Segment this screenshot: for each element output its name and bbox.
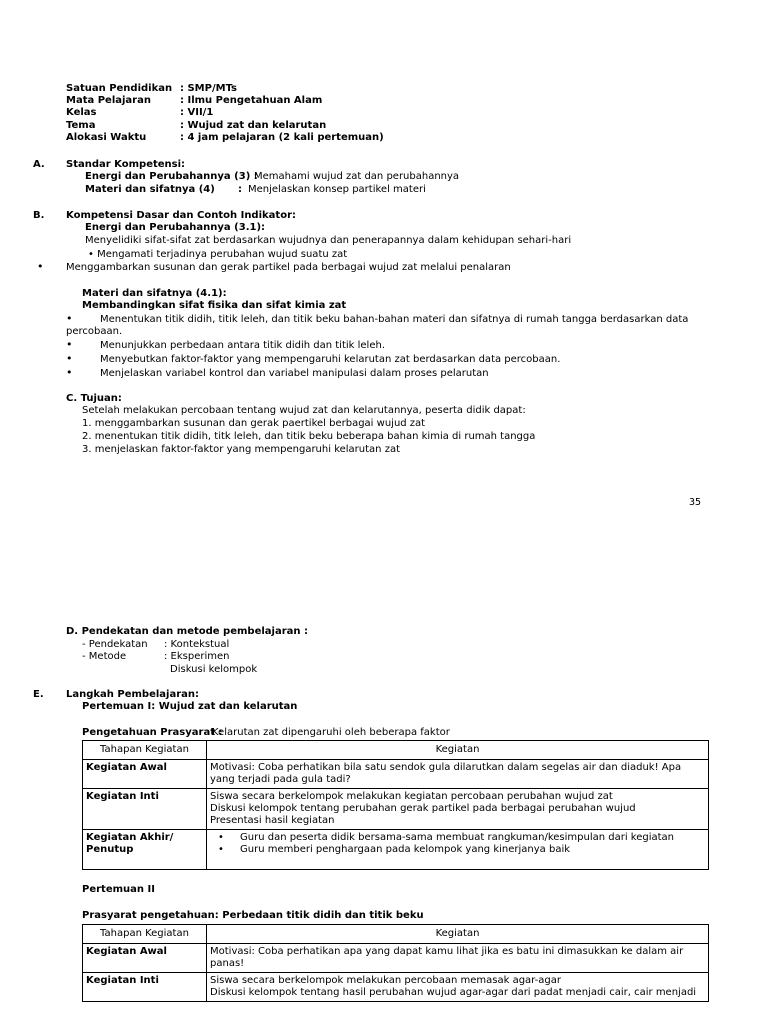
bullet-icon: • xyxy=(218,844,224,855)
column-header: Kegiatan xyxy=(207,925,709,944)
page-number: 35 xyxy=(689,497,702,508)
table-header-row xyxy=(83,741,709,760)
activity-cell xyxy=(207,944,709,973)
competency-label: Materi dan sifatnya (4) xyxy=(85,184,215,195)
section-letter: B. xyxy=(33,210,45,221)
stage-cell: Kegiatan Akhir/ Penutup xyxy=(83,830,207,870)
activity-line: Siswa secara berkelompok melakukan percobaan memasak agar-agar xyxy=(210,975,561,986)
indicator-text: Menjelaskan variabel kontrol dan variabel manipulasi dalam proses pelarutan xyxy=(100,368,489,379)
section-letter: E. xyxy=(33,689,44,700)
indicator-text: Menentukan titik didih, titik leleh, dan titik beku bahan-bahan materi dan sifatnya di rumah tangga berdasarkan data xyxy=(100,314,689,325)
subsection-title: Materi dan sifatnya (4.1): xyxy=(82,288,227,299)
bullet-icon: • xyxy=(218,832,224,843)
competency-text: Memahami wujud zat dan perubahannya xyxy=(254,171,460,182)
subsection-description: Membandingkan sifat fisika dan sifat kimia zat xyxy=(82,300,347,311)
method-label: - Pendekatan xyxy=(82,639,148,650)
header-value: : SMP/MTs xyxy=(180,83,238,94)
bullet-icon: • xyxy=(66,338,73,351)
competency-text: Menjelaskan konsep partikel materi xyxy=(248,184,426,195)
header-label: Tema xyxy=(66,120,96,131)
header-value: : Ilmu Pengetahuan Alam xyxy=(180,95,323,106)
stage-cell: Kegiatan Inti xyxy=(83,973,207,1002)
competency-label: Energi dan Perubahannya (3) : xyxy=(85,171,258,182)
meeting-title: Pertemuan II xyxy=(82,884,155,895)
bullet-icon: • xyxy=(66,352,73,365)
method-value: : Eksperimen xyxy=(164,651,230,662)
table-row xyxy=(83,830,709,870)
bullet-icon: • xyxy=(66,366,73,379)
column-header: Tahapan Kegiatan xyxy=(83,741,207,760)
activity-table-meeting-1 xyxy=(82,740,709,870)
objective-intro: Setelah melakukan percobaan tentang wujud zat dan kelarutannya, peserta didik dapat: xyxy=(82,405,526,416)
section-title: Langkah Pembelajaran: xyxy=(66,689,200,700)
header-value: : VII/1 xyxy=(180,107,214,118)
activity-line: Motivasi: Coba perhatikan apa yang dapat kamu lihat jika es batu ini dimasukkan ke dalam air panas! xyxy=(210,946,684,969)
column-header: Tahapan Kegiatan xyxy=(83,925,207,944)
activity-cell xyxy=(207,789,709,830)
activity-bullet xyxy=(210,832,705,844)
header-label: Satuan Pendidikan xyxy=(66,83,173,94)
activity-bullet-text: Guru dan peserta didik bersama-sama membuat rangkuman/kesimpulan dari kegiatan xyxy=(240,832,675,843)
meeting-title: Pertemuan I: Wujud zat dan kelarutan xyxy=(82,701,298,712)
activity-line: Siswa secara berkelompok melakukan kegiatan percobaan perubahan wujud zat xyxy=(210,791,613,802)
objective-item: 2. menentukan titik didih, titk leleh, dan titik beku beberapa bahan kimia di rumah tangga xyxy=(82,431,536,442)
stage-cell: Kegiatan Awal xyxy=(83,760,207,789)
indicator-text-continued: percobaan. xyxy=(66,326,123,337)
section-title: C. Tujuan: xyxy=(66,393,122,404)
competency-colon: : xyxy=(238,184,242,195)
column-header: Kegiatan xyxy=(207,741,709,760)
section-letter: A. xyxy=(33,159,45,170)
objective-item: 3. menjelaskan faktor-faktor yang mempengaruhi kelarutan zat xyxy=(82,444,400,455)
stage-cell: Kegiatan Awal xyxy=(83,944,207,973)
header-label: Alokasi Waktu xyxy=(66,132,147,143)
activity-cell xyxy=(207,830,709,870)
section-title: Kompetensi Dasar dan Contoh Indikator: xyxy=(66,210,296,221)
section-title: D. Pendekatan dan metode pembelajaran : xyxy=(66,626,308,637)
objective-item: 1. menggambarkan susunan dan gerak paertikel berbagai wujud zat xyxy=(82,418,426,429)
activity-line: Diskusi kelompok tentang perubahan gerak partikel pada berbagai perubahan wujud xyxy=(210,803,636,814)
activity-line: Motivasi: Coba perhatikan bila satu sendok gula dilarutkan dalam segelas air dan diaduk! Apa yang terjadi pada gula tadi? xyxy=(210,762,682,785)
prerequisite-label: Pengetahuan Prasyarat : xyxy=(82,727,223,738)
indicator-bullet: • Mengamati terjadinya perubahan wujud suatu zat xyxy=(88,249,348,260)
table-row xyxy=(83,789,709,830)
prerequisite-label: Prasyarat pengetahuan: Perbedaan titik didih dan titik beku xyxy=(82,910,424,921)
stage-cell: Kegiatan Inti xyxy=(83,789,207,830)
activity-cell xyxy=(207,760,709,789)
activity-line: Diskusi kelompok tentang hasil perubahan wujud agar-agar dari padat menjadi cair, cair menjadi xyxy=(210,987,697,998)
bullet-icon: • xyxy=(37,260,44,273)
table-row xyxy=(83,944,709,973)
header-value: : 4 jam pelajaran (2 kali pertemuan) xyxy=(180,132,384,143)
activity-bullet xyxy=(210,844,705,856)
section-title: Standar Kompetensi: xyxy=(66,159,186,170)
prerequisite-text: Kelarutan zat dipengaruhi oleh beberapa faktor xyxy=(212,727,450,738)
activity-bullet-text: Guru memberi penghargaan pada kelompok yang kinerjanya baik xyxy=(240,844,571,855)
header-label: Mata Pelajaran xyxy=(66,95,151,106)
activity-line: Presentasi hasil kegiatan xyxy=(210,815,335,826)
header-label: Kelas xyxy=(66,107,97,118)
activity-cell xyxy=(207,973,709,1002)
header-value: : Wujud zat dan kelarutan xyxy=(180,120,327,131)
indicator-text: Menunjukkan perbedaan antara titik didih dan titik leleh. xyxy=(100,340,385,351)
activity-table-meeting-2 xyxy=(82,924,709,1002)
subsection-description: Menyelidiki sifat-sifat zat berdasarkan wujudnya dan penerapannya dalam kehidupan sehari-hari xyxy=(85,235,572,246)
method-label: - Metode xyxy=(82,651,127,662)
indicator-text: Menggambarkan susunan dan gerak partikel pada berbagai wujud zat melalui penalaran xyxy=(66,262,511,273)
method-value: Diskusi kelompok xyxy=(170,664,258,675)
subsection-title: Energi dan Perubahannya (3.1): xyxy=(85,222,266,233)
table-header-row xyxy=(83,925,709,944)
method-value: : Kontekstual xyxy=(164,639,230,650)
indicator-text: Menyebutkan faktor-faktor yang mempengaruhi kelarutan zat berdasarkan data percobaan. xyxy=(100,354,561,365)
table-row xyxy=(83,973,709,1002)
table-row xyxy=(83,760,709,789)
bullet-icon: • xyxy=(66,312,73,325)
